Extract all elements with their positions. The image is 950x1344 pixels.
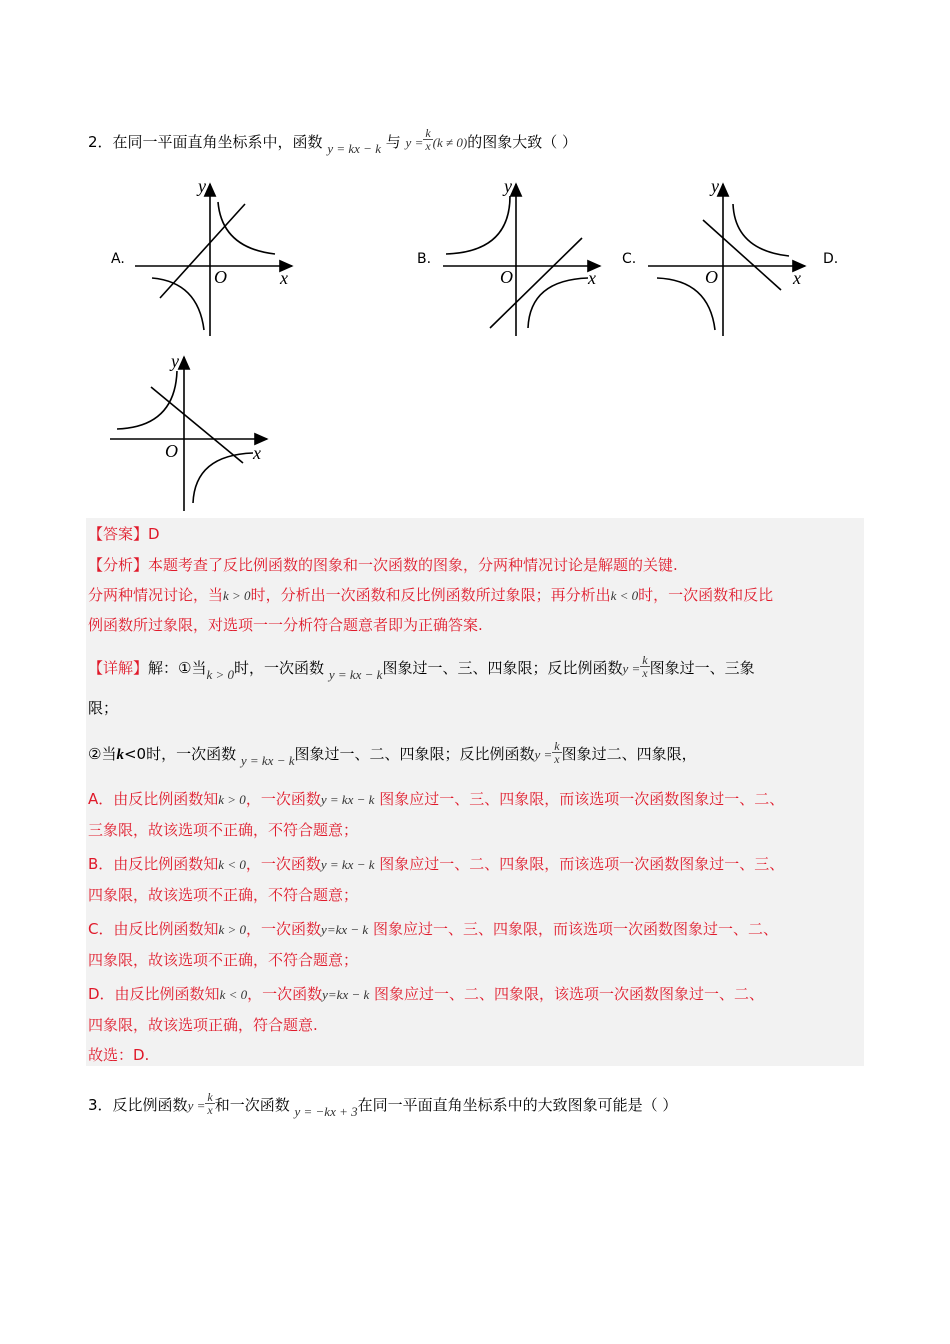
question-2-stem: 2．在同一平面直角坐标系中，函数 y = kx − k 与 y = $\frac{k}{x}$ (k ≠ 0)的图象大致（ ） (88, 126, 578, 156)
option-b-analysis-1: B．由反比例函数知k < 0，一次函数y = kx − k 图象应过一、二、四象限，而该选项一次函数图象过一、三、 (88, 855, 785, 873)
x-axis-label: x (253, 443, 261, 463)
y-axis-label: y (711, 176, 719, 196)
inverse-function-fraction: $\frac{k}{x}$ (425, 126, 431, 153)
option-d-label[interactable]: D. (823, 251, 839, 267)
question-number: 3． (88, 1096, 113, 1114)
detail-line-1: 【详解】解：①当k > 0时，一次函数 y = kx − k图象过一、三、四象限；反比例函数y = $\frac{k}{x}$ 图象过一、三象 (88, 653, 755, 682)
option-c-label[interactable]: C. (622, 251, 637, 267)
option-b-graph[interactable] (438, 170, 618, 340)
y-axis-label: y (504, 176, 512, 196)
x-axis-label: x (280, 268, 288, 288)
analysis-line-1: 【分析】本题考查了反比例函数的图象和一次函数的图象，分两种情况讨论是解题的关键. (88, 556, 678, 574)
option-a-label[interactable]: A. (111, 251, 125, 267)
detail-tag: 【详解】 (88, 659, 149, 677)
origin-label: O (500, 267, 513, 287)
linear-function-formula: y = kx − k (327, 141, 381, 156)
option-d-graph[interactable] (105, 343, 275, 515)
answer-tag: 【答案】 (88, 525, 149, 543)
x-axis-label: x (793, 268, 801, 288)
answer-value: D (148, 525, 160, 543)
final-answer: 故选：D. (88, 1046, 150, 1064)
option-d-analysis-1: D．由反比例函数知k < 0，一次函数y=kx − k 图象应过一、二、四象限，该选项一次函数图象过一、二、 (88, 985, 765, 1003)
option-b-analysis-2: 四象限，故该选项不正确，不符合题意； (88, 886, 359, 904)
question-number: 2． (88, 133, 113, 151)
origin-label: O (705, 267, 718, 287)
question-3-stem: 3．反比例函数y = $\frac{k}{x}$ 和一次函数 y = −kx + 3在同一平面直角坐标系中的大致图象可能是（ ） (88, 1090, 678, 1119)
option-b-label[interactable]: B. (417, 251, 432, 267)
analysis-line-2: 分两种情况讨论，当k > 0时，分析出一次函数和反比例函数所过象限；再分析出k < 0时，一次函数和反比 (88, 586, 774, 604)
option-a-analysis-2: 三象限，故该选项不正确，不符合题意； (88, 821, 359, 839)
analysis-line-3: 例函数所过象限，对选项一一分析符合题意者即为正确答案. (88, 616, 483, 634)
option-a-graph[interactable] (130, 170, 310, 340)
option-a-analysis-1: A．由反比例函数知k > 0，一次函数y = kx − k 图象应过一、三、四象限，而该选项一次函数图象过一、二、 (88, 790, 785, 808)
option-d-analysis-2: 四象限，故该选项正确，符合题意. (88, 1016, 318, 1034)
detail-line-2: 限； (88, 699, 119, 717)
origin-label: O (165, 441, 178, 461)
option-c-analysis-2: 四象限，故该选项不正确，不符合题意； (88, 951, 359, 969)
x-axis-label: x (588, 268, 596, 288)
y-axis-label: y (198, 176, 206, 196)
option-c-graph[interactable] (643, 170, 823, 340)
case-2-line: ②当k<0时，一次函数 y = kx − k图象过一、二、四象限；反比例函数y = $\frac{k}{x}$ 图象过二、四象限， (88, 739, 697, 768)
option-c-analysis-1: C．由反比例函数知k > 0，一次函数y=kx − k 图象应过一、三、四象限，而该选项一次函数图象过一、二、 (88, 920, 778, 938)
y-axis-label: y (171, 351, 179, 371)
origin-label: O (214, 267, 227, 287)
analysis-tag: 【分析】 (88, 556, 149, 574)
answer-line (88, 524, 160, 544)
